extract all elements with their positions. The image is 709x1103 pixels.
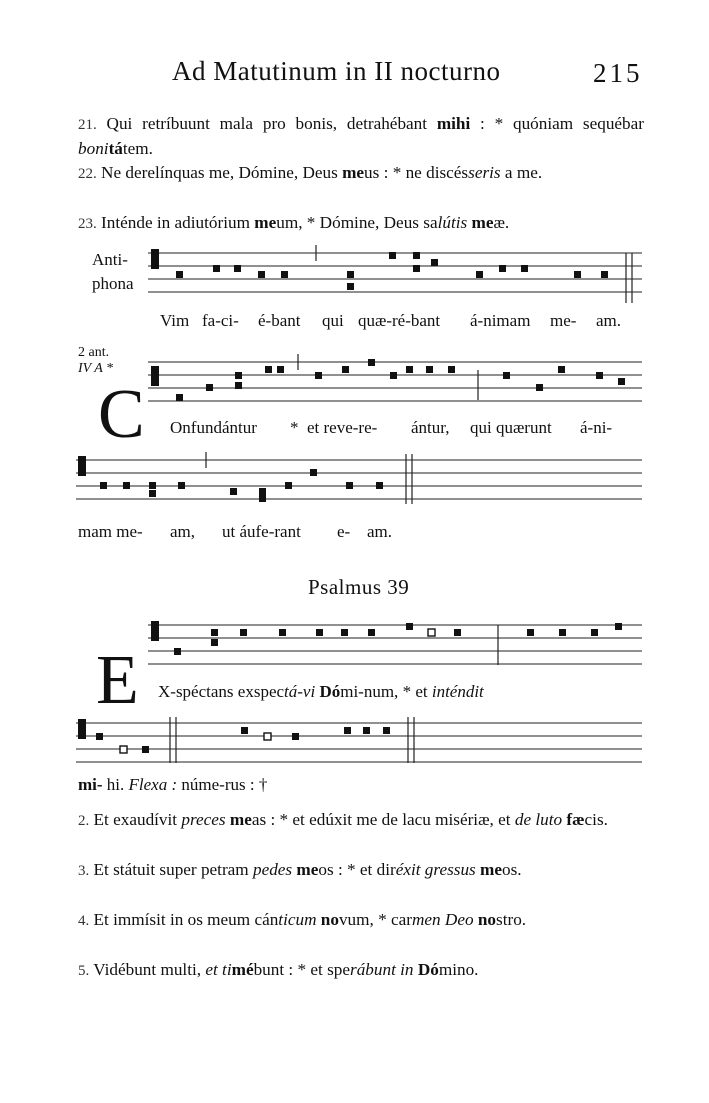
- antiphona-lyric-6: á-nimam: [470, 311, 531, 330]
- text-run: vum, * car: [338, 910, 412, 929]
- verse-21: [78, 112, 644, 160]
- text-run: Dó: [319, 682, 341, 701]
- mode-label-line1: 2 ant.: [78, 345, 110, 360]
- text-run: Dó: [417, 960, 439, 979]
- text-run: Ne derelínquas me, Dómine, Deus: [96, 163, 343, 182]
- text-run: me: [254, 213, 277, 232]
- text-run: me: [471, 213, 494, 232]
- psalm-verse-5: [78, 958, 644, 983]
- text-run: inténdit: [431, 682, 484, 701]
- text-run: me: [229, 810, 252, 829]
- antiphon2-line1-lyric-2: *: [290, 418, 299, 437]
- antiphona-label: [92, 248, 134, 296]
- antiphon2-initial: C: [98, 376, 145, 453]
- text-run: stro.: [496, 910, 527, 929]
- mode-label-line2: IV A *: [78, 361, 114, 376]
- text-run: æ.: [493, 213, 510, 232]
- text-run: as : * et edúxit me de lacu misériæ, et: [251, 810, 515, 829]
- mode-label: [78, 345, 113, 377]
- text-run: no: [477, 910, 496, 929]
- text-run: os.: [502, 860, 522, 879]
- text-run: Et exaudívit: [89, 810, 182, 829]
- text-run: bunt : * et spe: [253, 960, 351, 979]
- text-run: pedes: [252, 860, 293, 879]
- text-run: tá-vi: [284, 682, 316, 701]
- text-run: mi-num,: [340, 682, 399, 701]
- antiphon2-line1-lyric-6: á-ni-: [580, 418, 613, 437]
- psalm-staff-1: [148, 615, 642, 675]
- verse-number: 23.: [78, 216, 97, 232]
- text-run: no: [320, 910, 339, 929]
- antiphona-lyric-1: Vim: [160, 311, 190, 330]
- antiphona-label-line2: phona: [92, 274, 134, 293]
- antiphon2-staff-1: [148, 350, 642, 412]
- antiphona-lyric-5: quæ-ré-bant: [358, 311, 441, 330]
- text-run: seris: [468, 163, 501, 182]
- verse-number: 21.: [78, 117, 97, 133]
- antiphona-staff: [148, 243, 642, 305]
- antiphon2-line1-lyric-1: Onfundántur: [170, 418, 257, 437]
- text-run: os : * et dir: [318, 860, 396, 879]
- psalm-verse-4: [78, 908, 644, 933]
- text-run: Vidébunt multi,: [89, 960, 206, 979]
- psalm-line1: [158, 682, 484, 702]
- text-run: rábunt in: [350, 960, 414, 979]
- text-run: mi-: [78, 775, 103, 794]
- text-run: * et: [398, 682, 432, 701]
- text-run: cis.: [584, 810, 608, 829]
- text-run: et ti: [205, 960, 232, 979]
- text-run: men Deo: [411, 910, 474, 929]
- antiphona-lyric-3: é-bant: [258, 311, 301, 330]
- text-run: tem.: [122, 139, 153, 158]
- verse-number: 3.: [78, 863, 90, 879]
- antiphona-label-line1: Anti-: [92, 250, 128, 269]
- text-run: um, * Dómine, Deus sa: [276, 213, 438, 232]
- antiphon2-line1-lyric-5: qui quærunt: [470, 418, 552, 437]
- text-run: mino.: [438, 960, 479, 979]
- psalm-title: Psalmus 39: [308, 575, 410, 599]
- text-run: us : * ne discés: [364, 163, 469, 182]
- text-run: tá: [108, 139, 123, 158]
- antiphon2-line2-lyric-1: mam me-: [78, 522, 143, 541]
- text-run: mihi: [436, 114, 471, 133]
- running-head: Ad Matutinum in II nocturno: [172, 56, 501, 86]
- text-run: de luto: [514, 810, 563, 829]
- text-run: Inténde in adiutórium: [96, 213, 255, 232]
- text-run: me: [342, 163, 365, 182]
- text-run: mé: [231, 960, 254, 979]
- text-run: preces: [181, 810, 226, 829]
- antiphon2-line2-lyric-4: e-: [337, 522, 351, 541]
- page-number: 215: [593, 58, 643, 88]
- psalm-verse-2: [78, 808, 644, 833]
- psalm-line2: [78, 775, 267, 795]
- verse-number: 4.: [78, 913, 90, 929]
- text-run: fæ: [566, 810, 585, 829]
- text-run: núme-rus : †: [177, 775, 268, 794]
- text-run: lútis: [437, 213, 468, 232]
- text-run: me: [296, 860, 319, 879]
- verse-number: 22.: [78, 166, 97, 182]
- antiphon2-staff-2: [76, 452, 642, 512]
- verse-22: [78, 161, 644, 186]
- text-run: Flexa :: [128, 775, 178, 794]
- psalm-staff-2: [76, 715, 642, 763]
- antiphona-lyric-8: am.: [596, 311, 622, 330]
- antiphon2-line1-lyric-3: et reve-re-: [307, 418, 378, 437]
- psalm-initial: E: [96, 642, 139, 719]
- text-run: ticum: [278, 910, 317, 929]
- antiphon2-line2-lyric-2: am,: [170, 522, 196, 541]
- text-run: : * quóniam sequébar: [470, 114, 644, 133]
- text-run: boni: [78, 139, 109, 158]
- antiphon2-line1-lyric-4: ántur,: [411, 418, 450, 437]
- text-run: hi.: [102, 775, 129, 794]
- text-run: Et státuit super petram: [89, 860, 253, 879]
- antiphon2-line2-lyric-3: ut áufe-rant: [222, 522, 301, 541]
- text-run: éxit gressus: [395, 860, 476, 879]
- verse-23: [78, 211, 644, 236]
- text-run: Qui retríbuunt mala pro bonis, detrahébant: [96, 114, 437, 133]
- antiphona-lyric-2: fa-ci-: [202, 311, 239, 330]
- text-run: Et immísit in os meum cán: [89, 910, 279, 929]
- verse-number: 5.: [78, 963, 90, 979]
- antiphon2-line2-lyric-5: am.: [367, 522, 393, 541]
- psalm-verse-3: [78, 858, 644, 883]
- text-run: a me.: [500, 163, 543, 182]
- antiphona-lyric-4: qui: [322, 311, 344, 330]
- text-run: me: [480, 860, 502, 879]
- verse-number: 2.: [78, 813, 90, 829]
- antiphona-lyric-7: me-: [550, 311, 577, 330]
- text-run: X-spéctans exspec: [158, 682, 285, 701]
